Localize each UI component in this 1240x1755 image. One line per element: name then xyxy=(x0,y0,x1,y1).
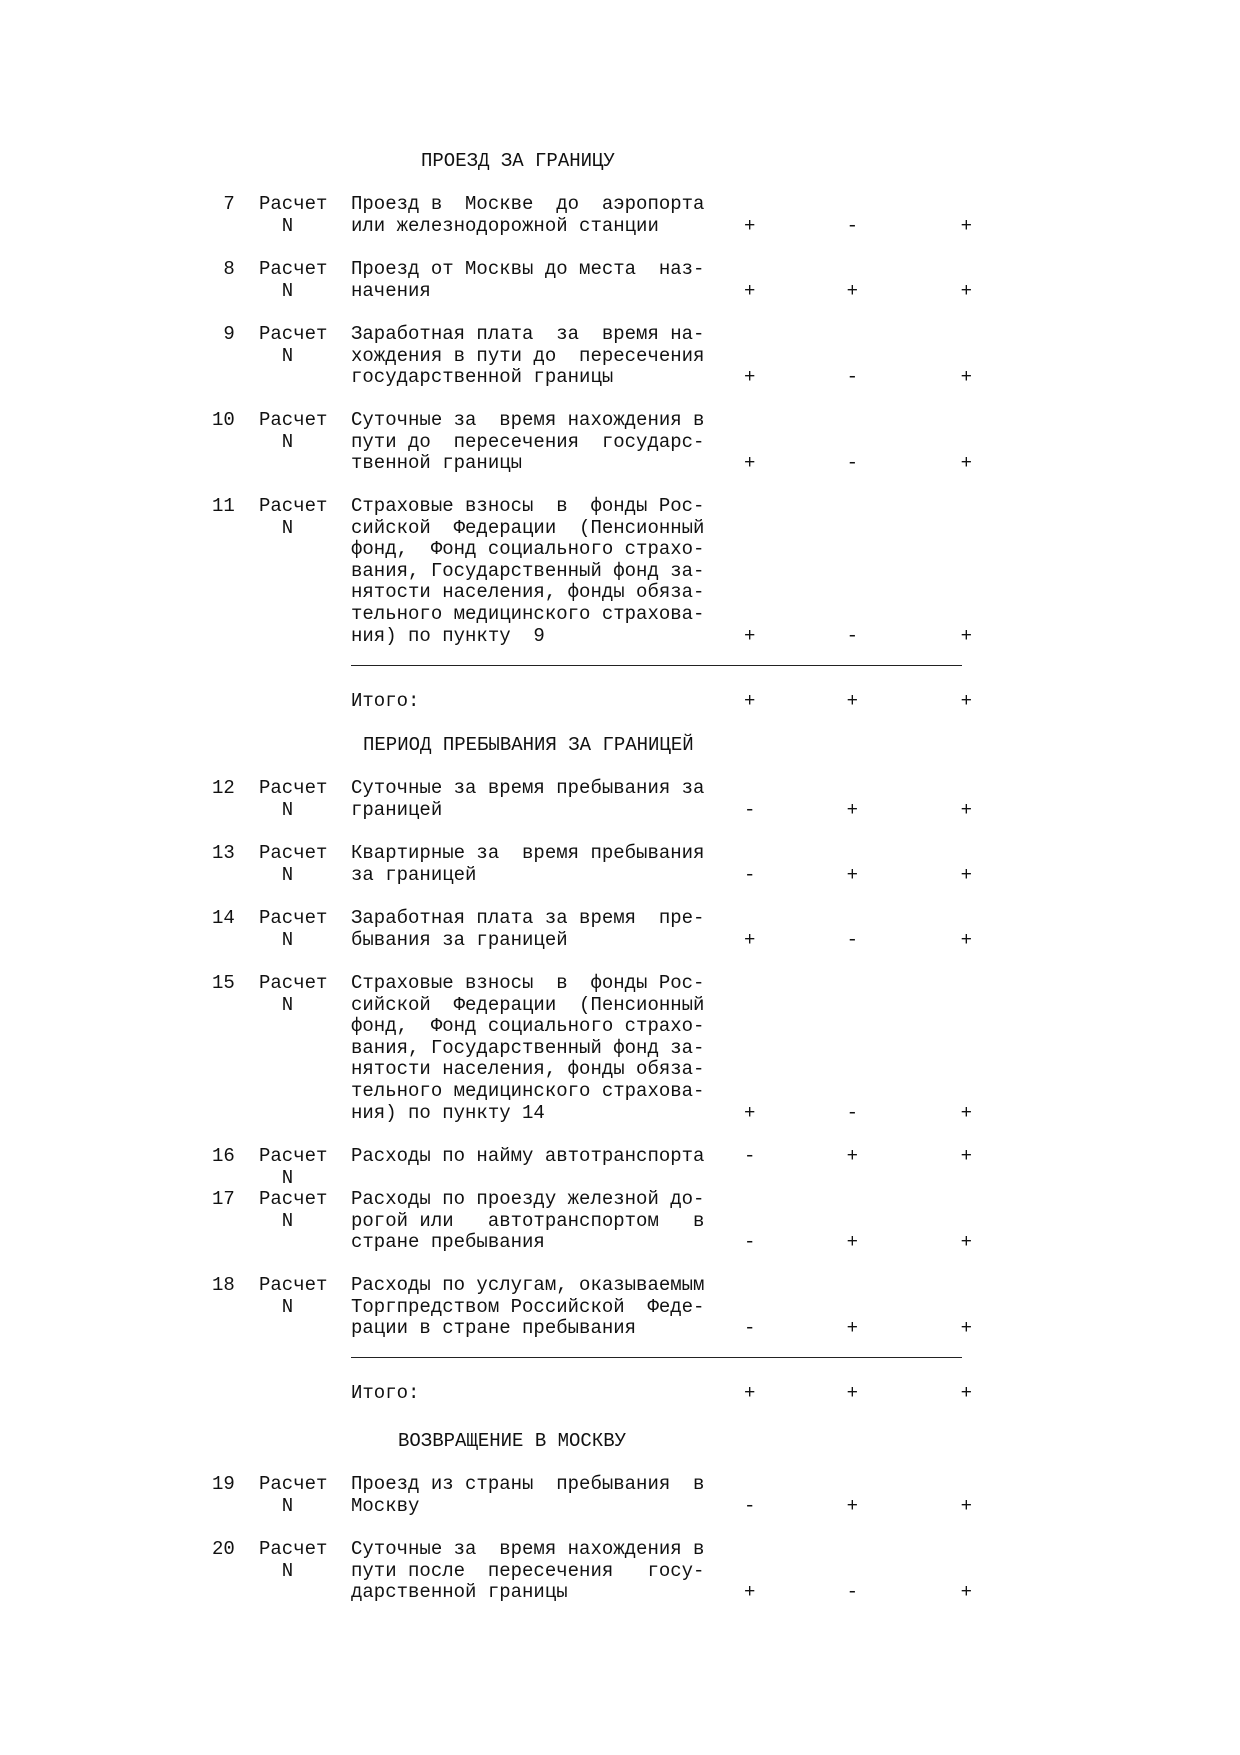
section-heading-travel-abroad: ПРОЕЗД ЗА ГРАНИЦУ xyxy=(421,150,615,172)
row-number: 7 xyxy=(212,193,235,215)
row-marks: - + + xyxy=(744,798,973,821)
row-marks: + - + xyxy=(744,1581,973,1604)
row-document: Расчет N xyxy=(259,777,328,821)
row-number: 12 xyxy=(212,777,235,799)
row-description: Суточные за время пребывания за границей xyxy=(351,777,705,821)
row-document: Расчет N xyxy=(259,1274,328,1318)
total-label: Итого: xyxy=(351,690,420,712)
row-marks: - + + xyxy=(744,863,973,886)
row-description: Суточные за время нахождения в пути после пересечения госу- дарственной границы xyxy=(351,1538,705,1604)
row-number: 17 xyxy=(212,1188,235,1210)
row-marks: + - + xyxy=(744,624,973,647)
section-heading-stay-abroad: ПЕРИОД ПРЕБЫВАНИЯ ЗА ГРАНИЦЕЙ xyxy=(363,734,694,756)
total-label: Итого: xyxy=(351,1382,420,1404)
row-marks: + + + xyxy=(744,279,973,302)
row-number: 9 xyxy=(212,323,235,345)
row-number: 10 xyxy=(212,409,235,431)
row-description: Суточные за время нахождения в пути до пересечения государс- твенной границы xyxy=(351,409,705,475)
row-marks: + - + xyxy=(744,366,973,389)
row-document: Расчет N xyxy=(259,409,328,453)
row-document: Расчет N xyxy=(259,258,328,302)
row-description: Заработная плата за время пре- бывания за границей xyxy=(351,907,705,951)
row-number: 16 xyxy=(212,1145,235,1167)
row-description: Страховые взносы в фонды Рос- сийской Федерации (Пенсионный фонд, Фонд социального страхо- вания, Государственный фонд за- нятости населения, фонды обяза- тельного медицинского страхова- ния) по пункту 14 xyxy=(351,972,705,1124)
row-marks: + - + xyxy=(744,928,973,951)
divider-rule xyxy=(351,1357,962,1358)
row-document: Расчет N xyxy=(259,495,328,539)
row-number: 11 xyxy=(212,495,235,517)
row-description: Проезд из страны пребывания в Москву xyxy=(351,1473,705,1517)
row-marks: - + + xyxy=(744,1494,973,1517)
row-marks: - + + xyxy=(744,1317,973,1340)
row-marks: - + + xyxy=(744,1231,973,1254)
row-number: 18 xyxy=(212,1274,235,1296)
row-marks: + - + xyxy=(744,1101,973,1124)
row-description: Страховые взносы в фонды Рос- сийской Федерации (Пенсионный фонд, Фонд социального страхо- вания, Государственный фонд за- нятости населения, фонды обяза- тельного медицинского страхова- ния) по пункту 9 xyxy=(351,495,705,647)
row-number: 8 xyxy=(212,258,235,280)
row-number: 19 xyxy=(212,1473,235,1495)
row-description: Квартирные за время пребывания за границей xyxy=(351,842,705,886)
row-marks: + - + xyxy=(744,452,973,475)
row-description: Проезд в Москве до аэропорта или железнодорожной станции xyxy=(351,193,705,237)
row-description: Расходы по проезду железной до- рогой или автотранспортом в стране пребывания xyxy=(351,1188,705,1254)
row-number: 20 xyxy=(212,1538,235,1560)
row-marks: - + + xyxy=(744,1145,973,1167)
row-document: Расчет N xyxy=(259,1145,328,1189)
divider-rule xyxy=(351,665,962,666)
row-description: Проезд от Москвы до места наз- начения xyxy=(351,258,705,302)
row-document: Расчет N xyxy=(259,193,328,237)
row-document: Расчет N xyxy=(259,907,328,951)
row-document: Расчет N xyxy=(259,1473,328,1517)
row-description: Расходы по найму автотранспорта xyxy=(351,1145,705,1167)
row-document: Расчет N xyxy=(259,1188,328,1232)
row-marks: + - + xyxy=(744,214,973,237)
row-description: Заработная плата за время на- хождения в пути до пересечения государственной границы xyxy=(351,323,705,389)
total-marks: + + + xyxy=(744,690,973,712)
row-number: 14 xyxy=(212,907,235,929)
total-marks: + + + xyxy=(744,1382,973,1404)
section-heading-return-moscow: ВОЗВРАЩЕНИЕ В МОСКВУ xyxy=(398,1430,627,1452)
row-document: Расчет N xyxy=(259,323,328,367)
row-description: Расходы по услугам, оказываемым Торгпредством Российской Феде- рации в стране пребывания xyxy=(351,1274,705,1340)
row-document: Расчет N xyxy=(259,842,328,886)
row-number: 15 xyxy=(212,972,235,994)
row-number: 13 xyxy=(212,842,235,864)
row-document: Расчет N xyxy=(259,972,328,1016)
row-document: Расчет N xyxy=(259,1538,328,1582)
